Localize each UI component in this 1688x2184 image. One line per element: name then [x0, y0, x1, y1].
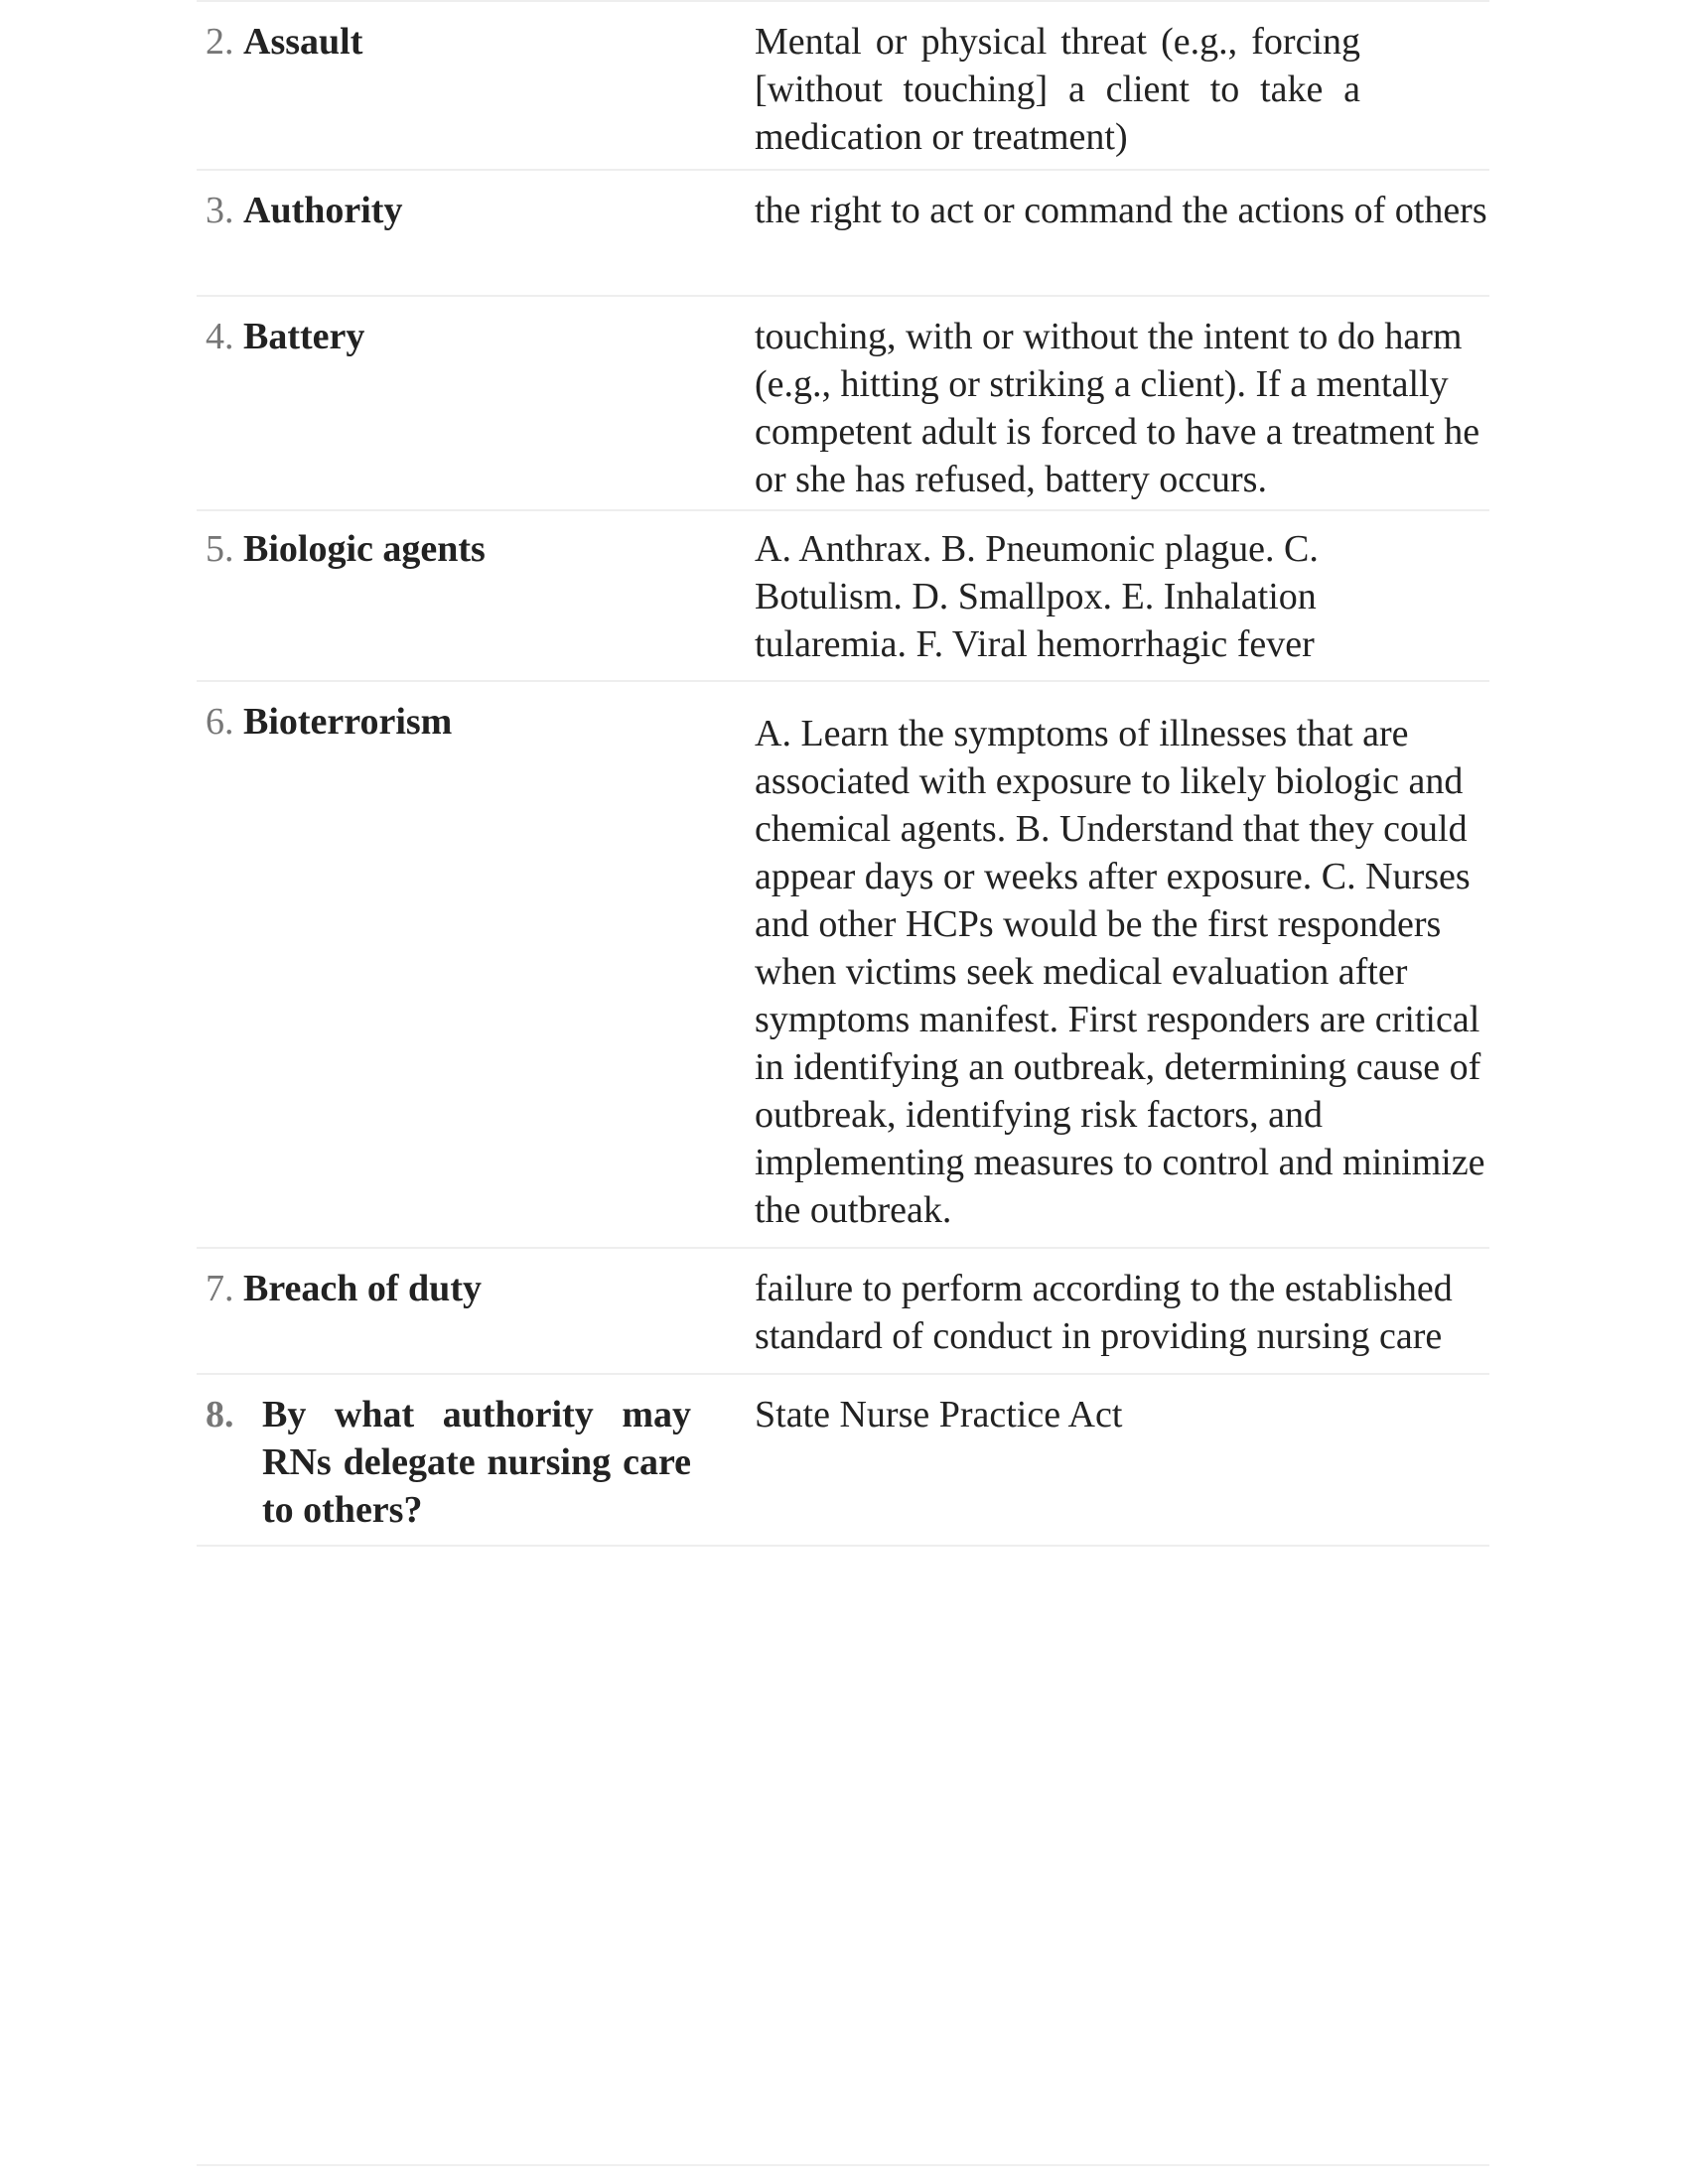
table-row [197, 682, 1489, 1249]
term-label: Biologic agents [243, 528, 486, 570]
term-cell [197, 18, 755, 169]
term-cell [197, 187, 755, 295]
definition-cell: the right to act or command the actions of others [755, 190, 1487, 231]
flashcard-table [197, 0, 1489, 1547]
definition-cell: touching, with or without the intent to do harm (e.g., hitting or striking a client). If a mentally competent adult is forced to have a treatment he or she has refused, battery occurs. [755, 316, 1480, 500]
table-row [197, 511, 1489, 682]
term-label: Assault [243, 21, 363, 63]
term-number: 2. [206, 21, 243, 63]
term-cell [197, 1265, 755, 1373]
term-number: 5. [206, 528, 243, 570]
term-number: 7. [206, 1268, 243, 1309]
table-row [197, 297, 1489, 511]
term-label: Breach of duty [243, 1268, 482, 1309]
term-cell [197, 698, 755, 1247]
table-row [197, 1249, 1489, 1375]
term-label: Bioterrorism [243, 701, 453, 743]
term-label: Battery [243, 316, 365, 357]
definition-cell: A. Learn the symptoms of illnesses that are associated with exposure to likely biologic and chemical agents. B. Understand that they could appear days or weeks after exposure. C. Nurses and other HCPs would be the first responders when victims seek medical evaluation after symptoms manifest. First responders are critical in identifying an outbreak, determining cause of outbreak, identifying risk factors, and implementing measures to control and minimize the outbreak. [755, 713, 1485, 1231]
term-cell [197, 313, 755, 509]
term-label: By what authority may RNs delegate nursing care to others? [262, 1394, 691, 1531]
table-row [197, 2, 1489, 171]
table-row [197, 171, 1489, 297]
term-label: Authority [243, 190, 403, 231]
definition-cell: failure to perform according to the established standard of conduct in providing nursing care [755, 1268, 1453, 1357]
definition-cell: A. Anthrax. B. Pneumonic plague. C. Botulism. D. Smallpox. E. Inhalation tularemia. F. Viral hemorrhagic fever [755, 528, 1319, 665]
term-number: 6. [206, 701, 243, 743]
definition-cell: Mental or physical threat (e.g., forcing [without touching] a client to take a medication or treatment) [755, 21, 1360, 158]
term-number: 8. [206, 1394, 234, 1435]
table-row [197, 1375, 1489, 1547]
bottom-divider [197, 2164, 1489, 2166]
term-number: 4. [206, 316, 243, 357]
definition-cell: State Nurse Practice Act [755, 1394, 1123, 1435]
term-number: 3. [206, 190, 243, 231]
term-cell [197, 1391, 755, 1545]
term-cell [197, 525, 755, 680]
